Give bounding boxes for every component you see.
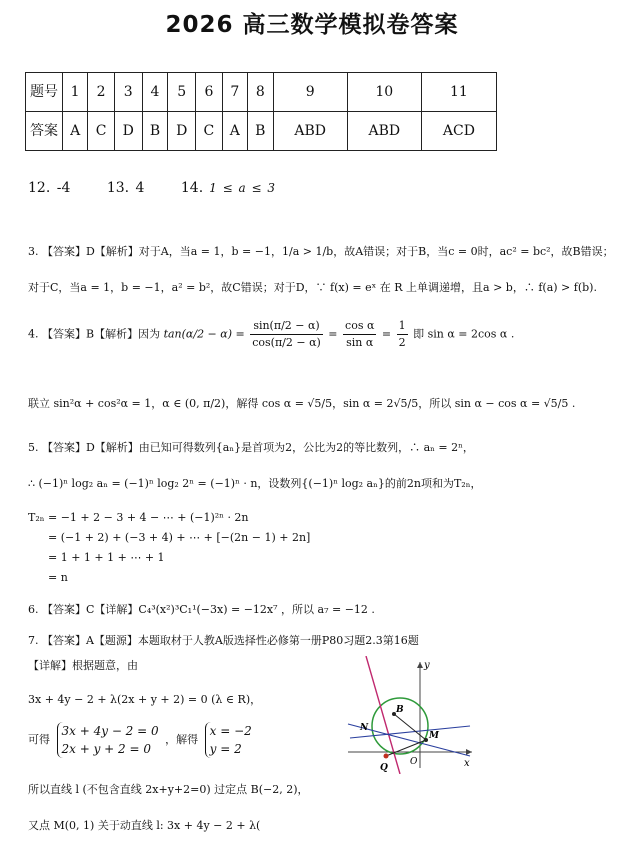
- q7-line5: 所以直线 l (不包含直线 2x+y+2=0) 过定点 B(−2, 2)，: [28, 783, 309, 796]
- label-y: y: [424, 660, 430, 671]
- q5-line5: = 1 + 1 + 1 + ⋯ + 1: [48, 551, 165, 564]
- q4-line2-b: cos α = √5/5，sin α = 2√5/5，所以 sin α − cos α = √5/5 .: [261, 397, 576, 410]
- table-cell: 11: [421, 73, 496, 112]
- q3-line1: 3. 【答案】D【解析】对于A，当a = 1，b = −1，1/a > 1/b，故A错误；对于B，当c = 0时，ac² = bc²，故B错误；: [28, 245, 614, 258]
- label-q: Q: [380, 763, 388, 773]
- solution: y = 2: [209, 742, 242, 756]
- table-cell: 6: [196, 73, 223, 112]
- y-axis-arrow: [417, 662, 423, 668]
- table-cell: A: [222, 112, 247, 151]
- label-b: B: [396, 705, 404, 715]
- denominator: cos(π/2 − α): [252, 336, 321, 349]
- table-cell: 3: [114, 73, 142, 112]
- q7-line6: 又点 M(0, 1) 关于动直线 l: 3x + 4y − 2 + λ(: [28, 819, 261, 832]
- solution-system: [205, 722, 252, 758]
- q4-prefix: 4. 【答案】B【解析】因为: [28, 327, 161, 341]
- table-cell: C: [88, 112, 115, 151]
- q4-tail: 即 sin α = 2cos α .: [413, 327, 515, 341]
- fraction: [343, 318, 376, 351]
- q5-line4: = (−1 + 2) + (−3 + 4) + ⋯ + [−(2n − 1) + 2n]: [48, 531, 311, 544]
- table-cell: 7: [222, 73, 247, 112]
- table-cell: D: [114, 112, 142, 151]
- table-cell: 4: [142, 73, 168, 112]
- solution: x = −2: [209, 724, 252, 738]
- table-cell: ABD: [347, 112, 421, 151]
- x-axis-arrow: [466, 749, 472, 755]
- page-title: 2026 高三数学模拟卷答案: [165, 12, 459, 38]
- point-m: [424, 738, 428, 742]
- equation: 3x + 4y − 2 = 0: [61, 724, 159, 738]
- answer-table: [25, 72, 497, 151]
- table-cell: 9: [273, 73, 347, 112]
- q6-line1: 6. 【答案】C【详解】C₄³(x²)³C₁¹(−3x) = −12x⁷ ，所以 a₇ = −12 .: [28, 603, 375, 616]
- table-cell: B: [247, 112, 273, 151]
- table-cell: C: [196, 112, 223, 151]
- q5-line6: = n: [48, 571, 68, 584]
- q7-solve-prefix: 可得: [28, 733, 50, 746]
- equation-system: [57, 722, 159, 758]
- geometry-figure: [340, 656, 480, 774]
- table-cell: 8: [247, 73, 273, 112]
- q4-line2: [28, 396, 575, 412]
- numerator: cos α: [343, 318, 376, 335]
- answer-q14-label: 14.: [180, 180, 204, 196]
- label-m: M: [429, 731, 439, 741]
- table-cell: B: [142, 112, 168, 151]
- answer-q13: 13. 4: [106, 180, 145, 196]
- table-cell: ACD: [421, 112, 496, 151]
- row-header-question: 题号: [26, 73, 63, 112]
- q4-tan: tan(α/2 − α): [163, 327, 232, 341]
- table-cell: 5: [168, 73, 196, 112]
- fraction: [397, 318, 408, 351]
- q5-line3: T₂ₙ = −1 + 2 − 3 + 4 − ⋯ + (−1)²ⁿ · 2n: [28, 511, 249, 524]
- q5-line2: ∴ (−1)ⁿ log₂ aₙ = (−1)ⁿ log₂ 2ⁿ = (−1)ⁿ · n，设数列{(−1)ⁿ log₂ aₙ}的前2n项和为T₂ₙ，: [28, 477, 482, 490]
- table-row: [26, 112, 497, 151]
- fill-in-answers: [28, 180, 305, 196]
- numerator: sin(π/2 − α): [250, 318, 323, 335]
- row-header-answer: 答案: [26, 112, 63, 151]
- answer-q12: 12. -4: [28, 180, 71, 196]
- table-cell: 10: [347, 73, 421, 112]
- table-cell: 2: [88, 73, 115, 112]
- table-cell: A: [63, 112, 88, 151]
- q7-system: [28, 722, 255, 758]
- table-row: [26, 73, 497, 112]
- q4-formula: 4. 【答案】B【解析】因为 tan(α/2 − α) = $\frac{\sin(\pi/2 - \alpha)}{\cos(\pi/2 - \alpha)}$ = $\frac{\text{cos α}}{\text{sin α}}$ = $\frac{1}{2}$ 即 sin α = 2cos α .: [28, 319, 515, 349]
- equation: 2x + y + 2 = 0: [61, 742, 152, 756]
- q3-line2: 对于C，当a = 1，b = −1，a² = b²，故C错误；对于D，∵ f(x) = eˣ 在 R 上单调递增，且a > b，∴ f(a) > f(b).: [28, 281, 597, 294]
- label-n: N: [360, 723, 369, 733]
- label-x: x: [464, 758, 470, 769]
- q5-line1: 5. 【答案】D【解析】由已知可得数列{aₙ}是首项为2，公比为2的等比数列，∴ aₙ = 2ⁿ，: [28, 441, 474, 454]
- q7-line3: 3x + 4y − 2 + λ(2x + y + 2) = 0 (λ ∈ R)，: [28, 693, 262, 706]
- denominator: sin α: [346, 336, 374, 349]
- table-cell: ABD: [273, 112, 347, 151]
- table-cell: D: [168, 112, 196, 151]
- point-q: [384, 754, 389, 759]
- fraction: [250, 318, 323, 351]
- numerator: 1: [397, 318, 408, 335]
- answer-q14: 1 ≤ a ≤ 3: [209, 181, 275, 195]
- label-o: O: [410, 757, 418, 767]
- q7-solve-mid: ，解得: [165, 733, 199, 746]
- q7-line2: 【详解】根据题意，由: [28, 659, 138, 672]
- q4-line2-a: 联立 sin²α + cos²α = 1，α ∈ (0, π/2)，解得: [28, 397, 259, 410]
- denominator: 2: [398, 336, 406, 349]
- segment-bm: [394, 714, 426, 740]
- table-cell: 1: [63, 73, 88, 112]
- q7-line1: 7. 【答案】A【题源】本题取材于人教A版选择性必修第一册P80习题2.3第16题: [28, 634, 419, 647]
